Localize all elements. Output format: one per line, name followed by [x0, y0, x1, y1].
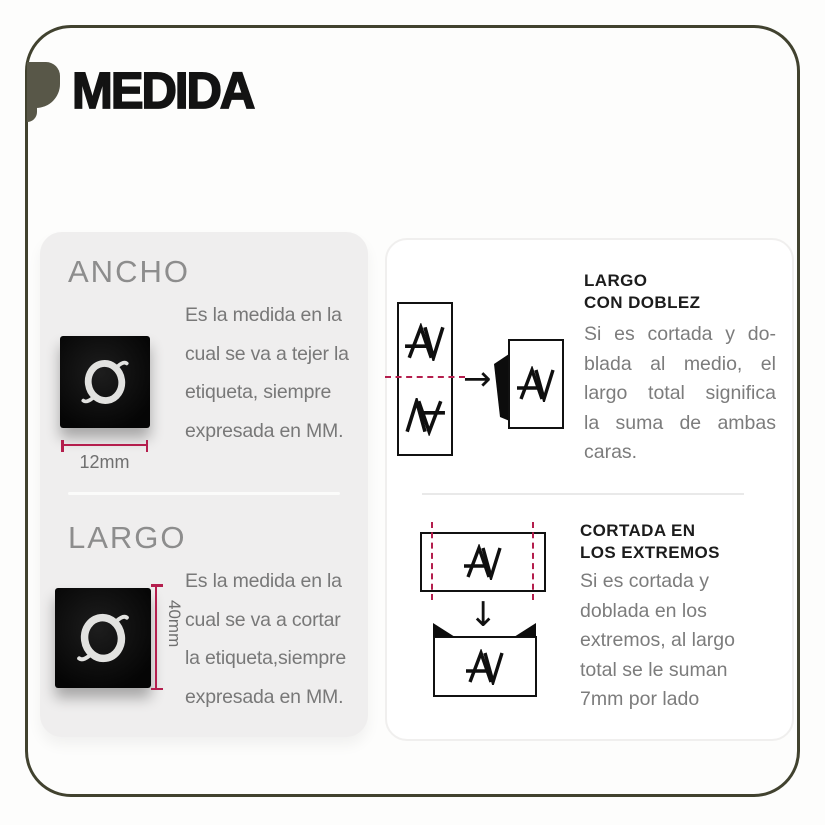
text-line: la suma de ambas	[584, 411, 776, 434]
av-monogram-icon	[465, 649, 505, 685]
folded-label-diagram	[508, 339, 564, 429]
text-line: largo total significa	[584, 382, 776, 404]
text-line: extremos, al largo	[580, 629, 735, 651]
text-line: Es la medida en la	[185, 304, 342, 326]
largo-label-sample	[55, 588, 151, 688]
label-cut-ends-diagram	[420, 532, 546, 592]
unfolded-label-diagram	[397, 302, 453, 456]
woven-o-logo-icon	[69, 604, 137, 672]
text-line: Es la medida en la	[185, 570, 342, 592]
av-monogram-icon	[516, 366, 556, 402]
doblez-description	[584, 320, 776, 468]
extremos-description	[580, 567, 772, 715]
extremos-heading	[580, 520, 720, 564]
text-line: expresada en MM.	[185, 419, 344, 442]
woven-o-logo-icon	[74, 351, 136, 413]
largo-description	[185, 562, 363, 716]
ancho-measure-label: 12mm	[79, 452, 130, 472]
heading-line: CORTADA EN	[580, 521, 696, 540]
av-monogram-icon	[404, 323, 446, 361]
page-title: MEDIDA	[72, 63, 254, 120]
folding-info-card	[385, 238, 794, 741]
fold-line-dashed	[385, 376, 465, 378]
arrow-right-icon: →	[463, 359, 492, 399]
av-monogram-icon	[463, 544, 503, 580]
text-line: Si es cortada y do-	[584, 323, 776, 345]
text-line: etiqueta, siempre	[185, 381, 332, 403]
text-line: expresada en MM.	[185, 685, 344, 708]
text-line: blada al medio, el	[584, 352, 776, 375]
fold-flap-right	[512, 623, 536, 637]
text-line: caras.	[584, 441, 638, 463]
text-line: la etiqueta,siempre	[185, 647, 346, 669]
text-line: total se le suman	[580, 658, 728, 681]
card-divider	[422, 493, 744, 495]
doblez-heading	[584, 270, 700, 314]
ancho-description	[185, 296, 363, 450]
cut-line-right-dashed	[532, 522, 534, 600]
fold-flap-left	[433, 623, 457, 637]
text-line: Si es cortada y	[580, 570, 709, 592]
av-monogram-flipped-icon	[404, 398, 446, 436]
arrow-down-icon: ↓	[469, 595, 498, 635]
ancho-ruler	[61, 444, 148, 446]
text-line: cual se va a cortar	[185, 608, 341, 631]
largo-ruler	[155, 584, 157, 690]
heading-line: CON DOBLEZ	[584, 293, 701, 312]
largo-heading: LARGO	[68, 520, 187, 555]
heading-line: LOS EXTREMOS	[580, 543, 720, 562]
text-line: 7mm por lado	[580, 688, 700, 710]
label-folded-ends-diagram	[433, 636, 537, 697]
largo-measure-label: 40mm	[165, 600, 184, 648]
panel-divider	[68, 492, 340, 495]
text-line: cual se va a tejer la	[185, 342, 349, 365]
heading-line: LARGO	[584, 271, 648, 290]
ancho-label-sample	[60, 336, 150, 428]
measurements-panel	[40, 232, 368, 737]
cut-line-left-dashed	[431, 522, 433, 600]
ancho-heading: ANCHO	[68, 254, 190, 289]
text-line: doblada en los	[580, 599, 707, 622]
